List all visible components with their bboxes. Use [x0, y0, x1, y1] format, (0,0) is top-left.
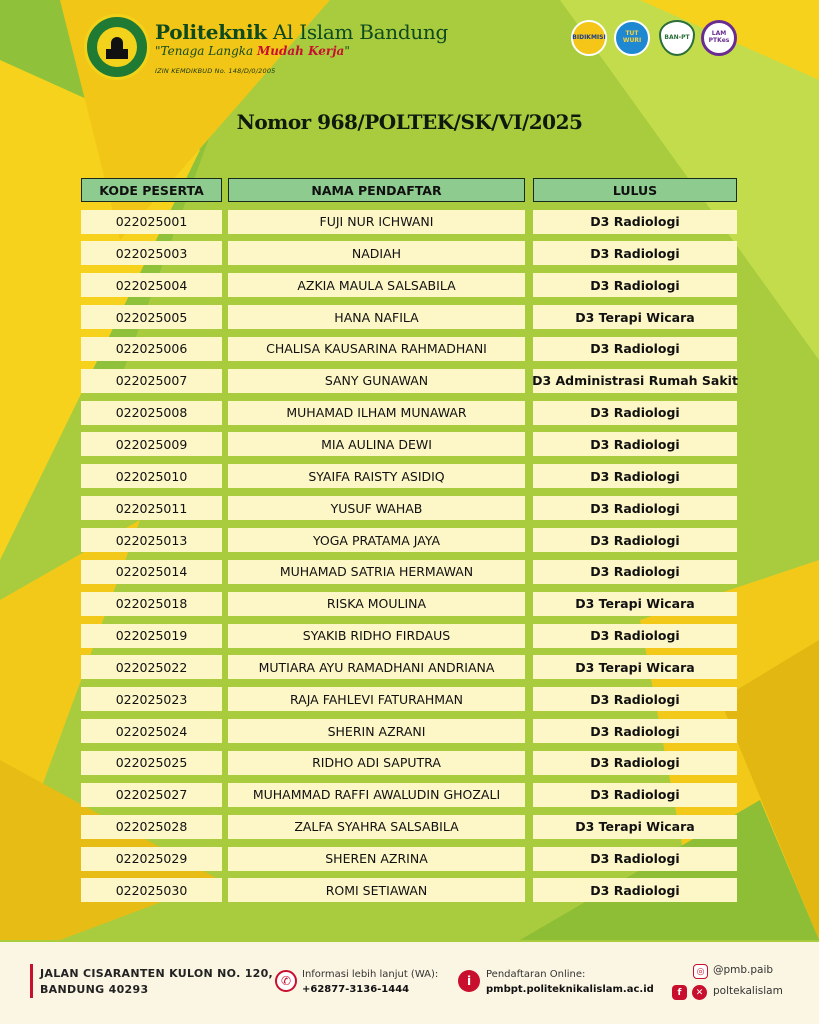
- lulus-cell: D3 Radiologi: [533, 496, 737, 520]
- kode-peserta-cell: 022025008: [81, 401, 222, 425]
- table-row: [0, 560, 819, 584]
- kode-peserta-cell: 022025007: [81, 369, 222, 393]
- kode-peserta-cell: 022025030: [81, 878, 222, 902]
- table-row: [0, 401, 819, 425]
- lulus-cell: D3 Administrasi Rumah Sakit: [533, 369, 737, 393]
- partner-logo-lam-ptkes: LAM PTKes: [701, 20, 737, 56]
- table-row: [0, 241, 819, 265]
- instagram-handle[interactable]: @pmb.paib: [713, 964, 774, 976]
- nama-pendaftar-cell: YOGA PRATAMA JAYA: [228, 528, 525, 552]
- lulus-cell: D3 Terapi Wicara: [533, 592, 737, 616]
- nama-pendaftar-cell: RIDHO ADI SAPUTRA: [228, 751, 525, 775]
- footer-address: JALAN CISARANTEN KULON NO. 120, BANDUNG 40293: [40, 967, 274, 996]
- nama-pendaftar-cell: MUHAMMAD RAFFI AWALUDIN GHOZALI: [228, 783, 525, 807]
- column-header-nama: NAMA PENDAFTAR: [228, 178, 525, 202]
- kode-peserta-cell: 022025018: [81, 592, 222, 616]
- kode-peserta-cell: 022025011: [81, 496, 222, 520]
- kode-peserta-cell: 022025009: [81, 432, 222, 456]
- nama-pendaftar-cell: AZKIA MAULA SALSABILA: [228, 273, 525, 297]
- instagram-icon: ◎: [693, 964, 708, 979]
- kode-peserta-cell: 022025019: [81, 624, 222, 648]
- kode-peserta-cell: 022025027: [81, 783, 222, 807]
- table-row: [0, 464, 819, 488]
- table-row: [0, 783, 819, 807]
- nama-pendaftar-cell: MUHAMAD SATRIA HERMAWAN: [228, 560, 525, 584]
- nama-pendaftar-cell: SYAIFA RAISTY ASIDIQ: [228, 464, 525, 488]
- lulus-cell: D3 Terapi Wicara: [533, 305, 737, 329]
- partner-logo-ban-pt: BAN-PT: [659, 20, 695, 56]
- partner-logo-tut-wuri: TUT WURI: [614, 20, 650, 56]
- kode-peserta-cell: 022025029: [81, 847, 222, 871]
- nama-pendaftar-cell: CHALISA KAUSARINA RAHMADHANI: [228, 337, 525, 361]
- nama-pendaftar-cell: SYAKIB RIDHO FIRDAUS: [228, 624, 525, 648]
- nama-pendaftar-cell: HANA NAFILA: [228, 305, 525, 329]
- table-row: [0, 273, 819, 297]
- lulus-cell: D3 Radiologi: [533, 337, 737, 361]
- table-row: [0, 210, 819, 234]
- lulus-cell: D3 Radiologi: [533, 687, 737, 711]
- kode-peserta-cell: 022025022: [81, 655, 222, 679]
- facebook-icon: f: [672, 985, 687, 1000]
- nama-pendaftar-cell: FUJI NUR ICHWANI: [228, 210, 525, 234]
- lulus-cell: D3 Radiologi: [533, 847, 737, 871]
- table-row: [0, 337, 819, 361]
- table-row: [0, 528, 819, 552]
- kode-peserta-cell: 022025028: [81, 815, 222, 839]
- kode-peserta-cell: 022025013: [81, 528, 222, 552]
- kode-peserta-cell: 022025010: [81, 464, 222, 488]
- lulus-cell: D3 Radiologi: [533, 401, 737, 425]
- nama-pendaftar-cell: RAJA FAHLEVI FATURAHMAN: [228, 687, 525, 711]
- whatsapp-icon: ✆: [275, 970, 297, 992]
- lulus-cell: D3 Radiologi: [533, 464, 737, 488]
- nama-pendaftar-cell: SHEREN AZRINA: [228, 847, 525, 871]
- table-row: [0, 432, 819, 456]
- table-row: [0, 815, 819, 839]
- kode-peserta-cell: 022025006: [81, 337, 222, 361]
- kode-peserta-cell: 022025001: [81, 210, 222, 234]
- institution-logo: [84, 14, 150, 80]
- table-row: [0, 751, 819, 775]
- lulus-cell: D3 Radiologi: [533, 432, 737, 456]
- online-url[interactable]: pmbpt.politeknikalislam.ac.id: [486, 984, 654, 995]
- lulus-cell: D3 Radiologi: [533, 783, 737, 807]
- table-row: [0, 305, 819, 329]
- lulus-cell: D3 Radiologi: [533, 528, 737, 552]
- x-icon: ✕: [692, 985, 707, 1000]
- nama-pendaftar-cell: SANY GUNAWAN: [228, 369, 525, 393]
- social-handle[interactable]: poltekalislam: [713, 985, 783, 997]
- table-row: [0, 847, 819, 871]
- kode-peserta-cell: 022025023: [81, 687, 222, 711]
- table-row: [0, 592, 819, 616]
- table-row: [0, 687, 819, 711]
- lulus-cell: D3 Radiologi: [533, 751, 737, 775]
- nama-pendaftar-cell: SHERIN AZRANI: [228, 719, 525, 743]
- lulus-cell: D3 Radiologi: [533, 719, 737, 743]
- footer-accent-bar: [30, 964, 33, 998]
- partner-logo-bidikmisi: BIDIKMISI: [571, 20, 607, 56]
- lulus-cell: D3 Radiologi: [533, 878, 737, 902]
- nama-pendaftar-cell: MIA AULINA DEWI: [228, 432, 525, 456]
- column-header-lulus: LULUS: [533, 178, 737, 202]
- nama-pendaftar-cell: ROMI SETIAWAN: [228, 878, 525, 902]
- kode-peserta-cell: 022025025: [81, 751, 222, 775]
- info-icon: i: [458, 970, 480, 992]
- table-row: [0, 369, 819, 393]
- kode-peserta-cell: 022025005: [81, 305, 222, 329]
- wa-number[interactable]: +62877-3136-1444: [302, 984, 410, 995]
- table-row: [0, 719, 819, 743]
- column-header-kode: KODE PESERTA: [81, 178, 222, 202]
- nama-pendaftar-cell: RISKA MOULINA: [228, 592, 525, 616]
- table-row: [0, 878, 819, 902]
- kode-peserta-cell: 022025003: [81, 241, 222, 265]
- wa-label: Informasi lebih lanjut (WA):: [302, 969, 439, 980]
- lulus-cell: D3 Terapi Wicara: [533, 655, 737, 679]
- lulus-cell: D3 Radiologi: [533, 560, 737, 584]
- table-row: [0, 624, 819, 648]
- nama-pendaftar-cell: ZALFA SYAHRA SALSABILA: [228, 815, 525, 839]
- lulus-cell: D3 Radiologi: [533, 241, 737, 265]
- decree-number: Nomor 968/POLTEK/SK/VI/2025: [236, 110, 583, 134]
- lulus-cell: D3 Radiologi: [533, 273, 737, 297]
- lulus-cell: D3 Terapi Wicara: [533, 815, 737, 839]
- kode-peserta-cell: 022025024: [81, 719, 222, 743]
- kode-peserta-cell: 022025014: [81, 560, 222, 584]
- nama-pendaftar-cell: YUSUF WAHAB: [228, 496, 525, 520]
- online-label: Pendaftaran Online:: [486, 969, 586, 980]
- nama-pendaftar-cell: NADIAH: [228, 241, 525, 265]
- table-row: [0, 655, 819, 679]
- lulus-cell: D3 Radiologi: [533, 624, 737, 648]
- tagline: "Tenaga Langka Mudah Kerja": [155, 44, 350, 58]
- nama-pendaftar-cell: MUTIARA AYU RAMADHANI ANDRIANA: [228, 655, 525, 679]
- lulus-cell: D3 Radiologi: [533, 210, 737, 234]
- table-row: [0, 496, 819, 520]
- license-text: IZIN KEMDIKBUD No. 148/D/0/2005: [155, 67, 276, 75]
- brand-name: Politeknik Al Islam Bandung: [155, 20, 448, 44]
- nama-pendaftar-cell: MUHAMAD ILHAM MUNAWAR: [228, 401, 525, 425]
- kode-peserta-cell: 022025004: [81, 273, 222, 297]
